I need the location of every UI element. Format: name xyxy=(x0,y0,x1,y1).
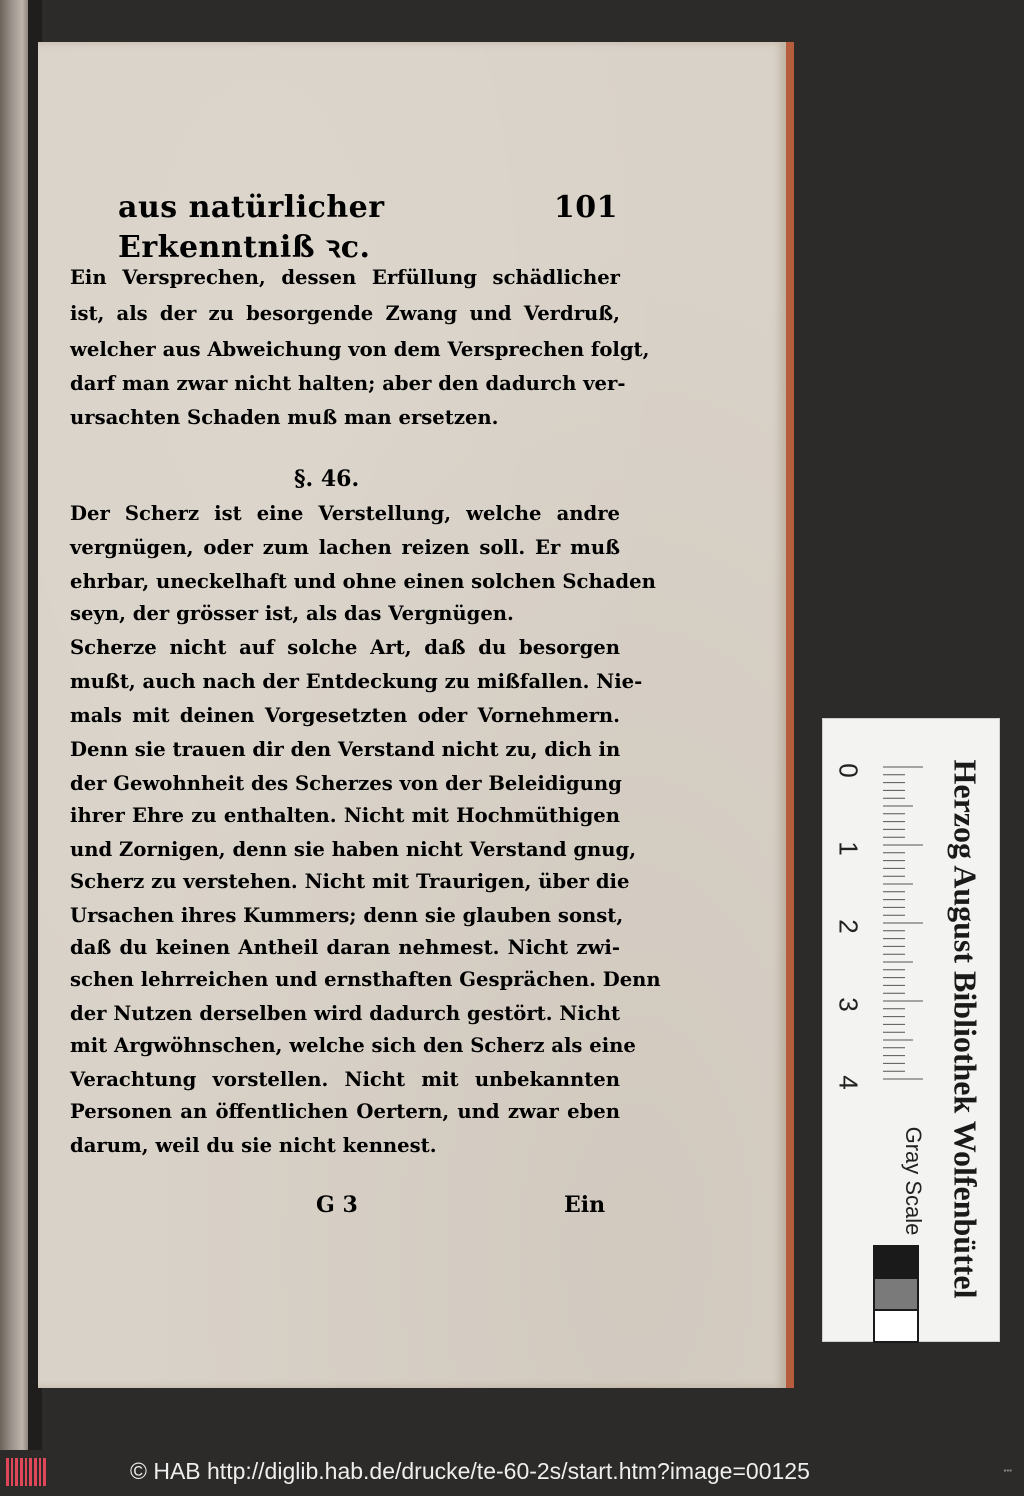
text-line: ist, als der zu besorgende Zwang und Verdruß, xyxy=(70,302,620,325)
ruler-number: 1 xyxy=(833,841,864,856)
ruler-number: 2 xyxy=(833,919,864,934)
text-line: Der Scherz ist eine Verstellung, welche andre xyxy=(70,502,620,525)
text-line: schen lehrreichen und ernsthaften Gesprächen. Denn xyxy=(70,968,661,991)
barcode-bar xyxy=(29,1458,32,1486)
section-heading: §. 46. xyxy=(294,466,360,492)
swatch-gray xyxy=(873,1277,919,1311)
text-line: ehrbar, uneckelhaft und ohne einen solchen Schaden xyxy=(70,570,656,593)
page-red-edge xyxy=(786,42,794,1388)
text-line: und Zornigen, denn sie haben nicht Verstand gnug, xyxy=(70,838,637,861)
text-line: Scherze nicht auf solche Art, daß du besorgen xyxy=(70,636,620,659)
running-header xyxy=(118,190,618,266)
scale-card xyxy=(822,718,1000,1342)
barcode-bar xyxy=(6,1458,9,1486)
text-line: vergnügen, oder zum lachen reizen soll. Er muß xyxy=(70,536,620,559)
text-line: der Nutzen derselben wird dadurch gestört. Nicht xyxy=(70,1002,620,1025)
swatch-black xyxy=(873,1245,919,1279)
copyright-url: © HAB http://diglib.hab.de/drucke/te-60-2s/start.htm?image=00125 xyxy=(130,1458,810,1484)
text-line: Denn sie trauen dir den Verstand nicht zu, dich in xyxy=(70,738,621,761)
page-number: 101 xyxy=(553,190,618,225)
text-line: ursachten Schaden muß man ersetzen. xyxy=(70,406,499,429)
text-line: Scherz zu verstehen. Nicht mit Traurigen, über die xyxy=(70,870,630,893)
text-line: seyn, der grösser ist, als das Vergnügen. xyxy=(70,602,514,625)
institution-label xyxy=(935,729,995,1329)
barcode-icon xyxy=(6,1458,46,1486)
running-title: aus natürlicher Erkenntniß ꝛc. xyxy=(118,190,385,265)
catchword: Ein xyxy=(564,1192,606,1218)
text-line: mals mit deinen Vorgesetzten oder Vornehmern. xyxy=(70,704,620,727)
footer-bar xyxy=(0,1450,1024,1496)
barcode-bar xyxy=(34,1458,37,1486)
gray-scale-text: Gray Scale xyxy=(901,1126,926,1236)
previous-page-edge xyxy=(0,0,28,1450)
text-line: Ursachen ihres Kummers; denn sie glauben sonst, xyxy=(70,904,624,927)
text-line: daß du keinen Antheil daran nehmest. Nicht zwi- xyxy=(70,936,620,959)
signature-mark: G 3 xyxy=(316,1192,358,1218)
gray-scale-label xyxy=(893,1121,933,1241)
ruler-number: 3 xyxy=(833,997,864,1012)
barcode-bar xyxy=(43,1458,46,1486)
text-line: Verachtung vorstellen. Nicht mit unbekannten xyxy=(70,1068,620,1091)
text-line: darum, weil du sie nicht kennest. xyxy=(70,1134,437,1157)
hab-logo-icon: ▪▪▪ xyxy=(1003,1466,1012,1475)
barcode-bar xyxy=(15,1458,18,1486)
barcode-bar xyxy=(20,1458,23,1486)
text-line: Ein Versprechen, dessen Erfüllung schädlicher xyxy=(70,266,620,289)
text-line: darf man zwar nicht halten; aber den dadurch ver- xyxy=(70,372,626,395)
institution-name: Herzog August Bibliothek Wolfenbüttel xyxy=(947,759,984,1299)
barcode-bar xyxy=(39,1458,42,1486)
text-line: ihrer Ehre zu enthalten. Nicht mit Hochmüthigen xyxy=(70,804,620,827)
swatch-white xyxy=(873,1309,919,1343)
ruler-number: 4 xyxy=(833,1075,864,1090)
ruler-number: 0 xyxy=(833,763,864,778)
barcode-bar xyxy=(25,1458,28,1486)
text-line: mit Argwöhnschen, welche sich den Scherz als eine xyxy=(70,1034,636,1057)
text-line: Personen an öffentlichen Oertern, und zwar eben xyxy=(70,1100,620,1123)
text-line: welcher aus Abweichung von dem Versprechen folgt, xyxy=(70,338,650,361)
text-line: mußt, auch nach der Entdeckung zu mißfallen. Nie- xyxy=(70,670,643,693)
text-line: der Gewohnheit des Scherzes von der Beleidigung xyxy=(70,772,622,795)
barcode-bar xyxy=(11,1458,14,1486)
